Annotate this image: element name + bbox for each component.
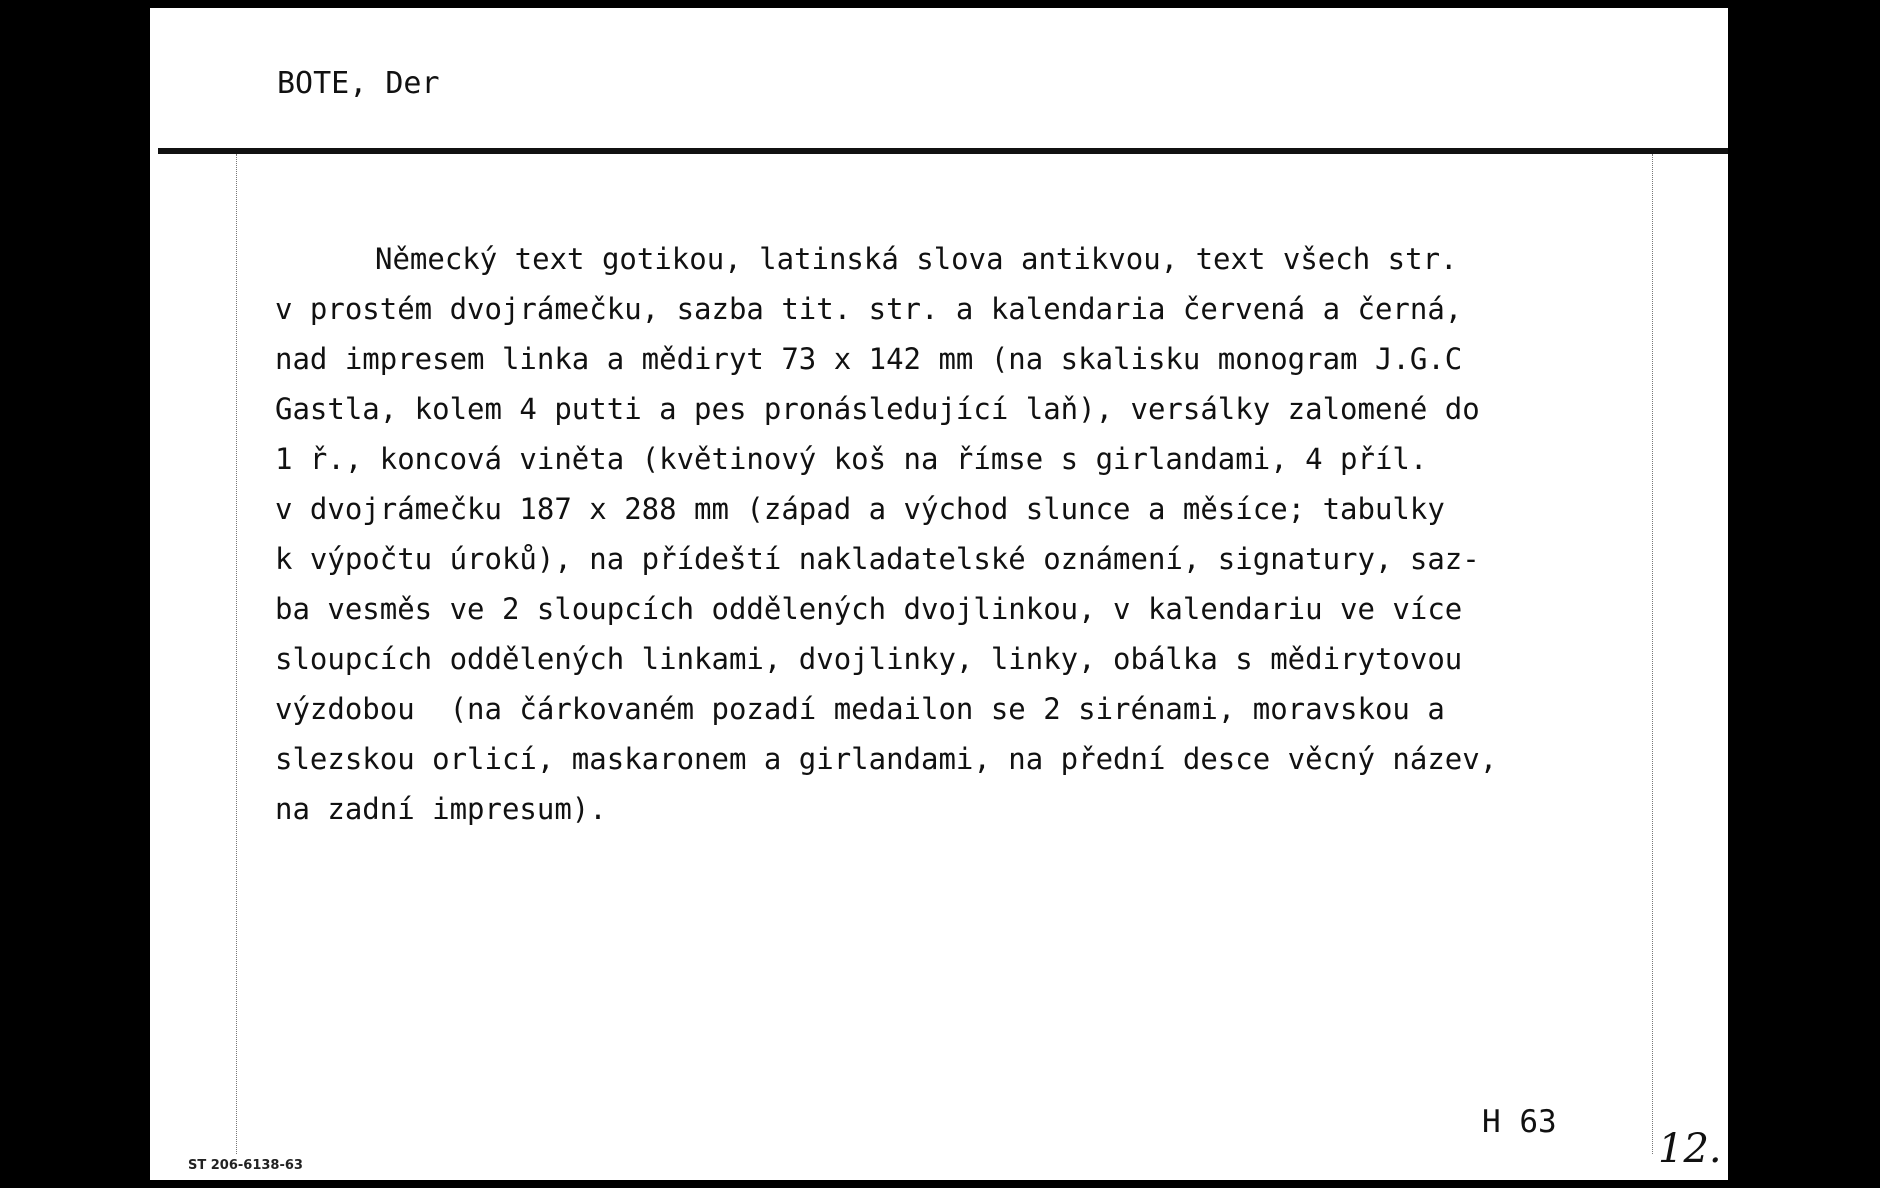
body-line: na zadní impresum). (275, 792, 607, 826)
body-line: k výpočtu úroků), na přídeští nakladatelské oznámení, signatury, saz- (275, 542, 1480, 576)
call-number: H 63 (1482, 1104, 1557, 1140)
body-line: sloupcích oddělených linkami, dvojlinky, linky, obálka s mědirytovou (275, 642, 1463, 676)
body-line: Německý text gotikou, latinská slova antikvou, text všech str. (375, 242, 1458, 276)
body-line: Gastla, kolem 4 putti a pes pronásledující laň), versálky zalomené do (275, 392, 1480, 426)
body-line: ba vesměs ve 2 sloupcích oddělených dvojlinkou, v kalendariu ve více (275, 592, 1463, 626)
body-line: v prostém dvojrámečku, sazba tit. str. a kalendaria červená a černá, (275, 292, 1463, 326)
body-line: 1 ř., koncová viněta (květinový koš na římse s girlandami, 4 příl. (275, 442, 1428, 476)
body-line: slezskou orlicí, maskaronem a girlandami, na přední desce věcný název, (275, 742, 1498, 776)
body-line: v dvojrámečku 187 x 288 mm (západ a východ slunce a měsíce; tabulky (275, 492, 1445, 526)
body-line: nad impresem linka a mědiryt 73 x 142 mm (na skalisku monogram J.G.C (275, 342, 1463, 376)
page-number: 12. (1658, 1126, 1722, 1172)
card-body-text (275, 234, 1655, 834)
print-code: ST 206-6138-63 (188, 1158, 303, 1173)
body-line: výzdobou (na čárkovaném pozadí medailon se 2 sirénami, moravskou a (275, 692, 1445, 726)
heading-rule (158, 148, 1728, 154)
catalog-card (150, 8, 1728, 1180)
card-heading: BOTE, Der (277, 66, 440, 101)
left-margin-line (236, 154, 237, 1154)
